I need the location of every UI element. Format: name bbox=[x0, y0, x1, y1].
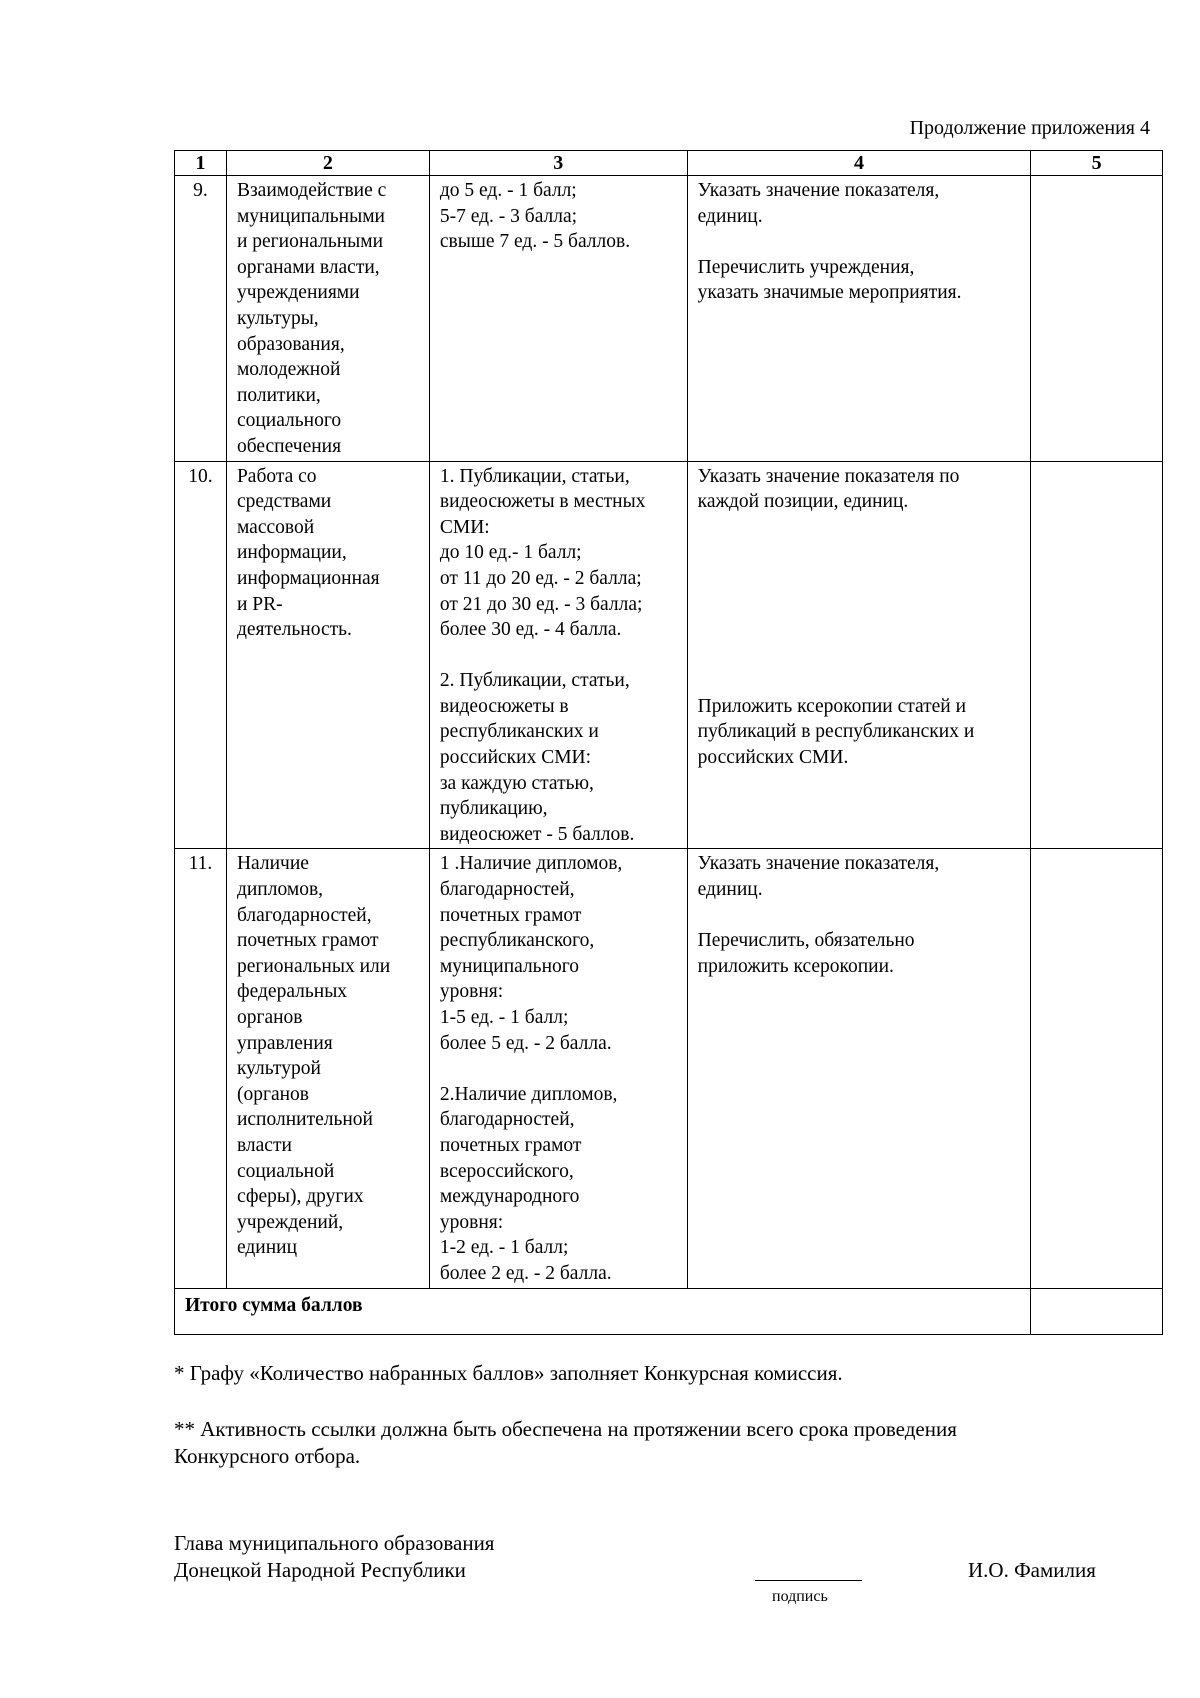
score-cell bbox=[1031, 461, 1163, 849]
signatory-name: И.О. Фамилия bbox=[968, 1558, 1096, 1582]
signatory-position: Глава муниципального образования Донецкой Народной Республики bbox=[174, 1531, 495, 1582]
column-header: 1 bbox=[175, 151, 227, 176]
criterion-cell: Взаимодействие с муниципальными и региональными органами власти, учреждениями культуры, образования, молодежной политики, социального обеспечения bbox=[226, 176, 429, 462]
criterion-cell: Работа со средствами массовой информации, информационная и PR- деятельность. bbox=[226, 461, 429, 849]
instructions-cell: Указать значение показателя по каждой позиции, единиц. Приложить ксерокопии статей и публикаций в республиканских и российских СМИ. bbox=[687, 461, 1031, 849]
column-header: 3 bbox=[429, 151, 687, 176]
footnote-link-activity: ** Активность ссылки должна быть обеспечена на протяжении всего срока проведения Конкурсного отбора. bbox=[174, 1417, 957, 1468]
column-header: 5 bbox=[1031, 151, 1163, 176]
signature-caption: подпись bbox=[772, 1588, 828, 1605]
score-cell bbox=[1031, 849, 1163, 1288]
instructions-cell: Указать значение показателя, единиц. Перечислить, обязательно приложить ксерокопии. bbox=[687, 849, 1031, 1288]
criteria-table bbox=[174, 150, 1163, 1335]
row-number: 10. bbox=[175, 461, 227, 849]
table-row bbox=[175, 849, 1163, 1288]
scoring-cell: до 5 ед. - 1 балл; 5-7 ед. - 3 балла; свыше 7 ед. - 5 баллов. bbox=[429, 176, 687, 462]
total-row bbox=[175, 1288, 1163, 1334]
score-cell bbox=[1031, 176, 1163, 462]
column-header: 4 bbox=[687, 151, 1031, 176]
table-header-row bbox=[175, 151, 1163, 176]
footnote-commission: * Графу «Количество набранных баллов» заполняет Конкурсная комиссия. bbox=[174, 1361, 843, 1385]
scoring-cell: 1 .Наличие дипломов, благодарностей, почетных грамот республиканского, муниципального уровня: 1-5 ед. - 1 балл; более 5 ед. - 2 балла. 2.Наличие дипломов, благодарностей, почетных грамот всероссийского, международного уровня: 1-2 ед. - 1 балл; более 2 ед. - 2 балла. bbox=[429, 849, 687, 1288]
table-row bbox=[175, 176, 1163, 462]
row-number: 9. bbox=[175, 176, 227, 462]
column-header: 2 bbox=[226, 151, 429, 176]
criterion-cell: Наличие дипломов, благодарностей, почетных грамот региональных или федеральных органов управления культурой (органов исполнительной власти социальной сферы), других учреждений, единиц bbox=[226, 849, 429, 1288]
row-number: 11. bbox=[175, 849, 227, 1288]
instructions-cell: Указать значение показателя, единиц. Перечислить учреждения, указать значимые мероприятия. bbox=[687, 176, 1031, 462]
scoring-cell: 1. Публикации, статьи, видеосюжеты в местных СМИ: до 10 ед.- 1 балл; от 11 до 20 ед. - 2 балла; от 21 до 30 ед. - 3 балла; более 30 ед. - 4 балла. 2. Публикации, статьи, видеосюжеты в республиканских и российских СМИ: за каждую статью, публикацию, видеосюжет - 5 баллов. bbox=[429, 461, 687, 849]
table-row bbox=[175, 461, 1163, 849]
total-score-cell bbox=[1031, 1288, 1163, 1334]
total-label: Итого сумма баллов bbox=[175, 1288, 1031, 1334]
appendix-note: Продолжение приложения 4 bbox=[909, 117, 1150, 139]
signature-line bbox=[755, 1580, 862, 1581]
